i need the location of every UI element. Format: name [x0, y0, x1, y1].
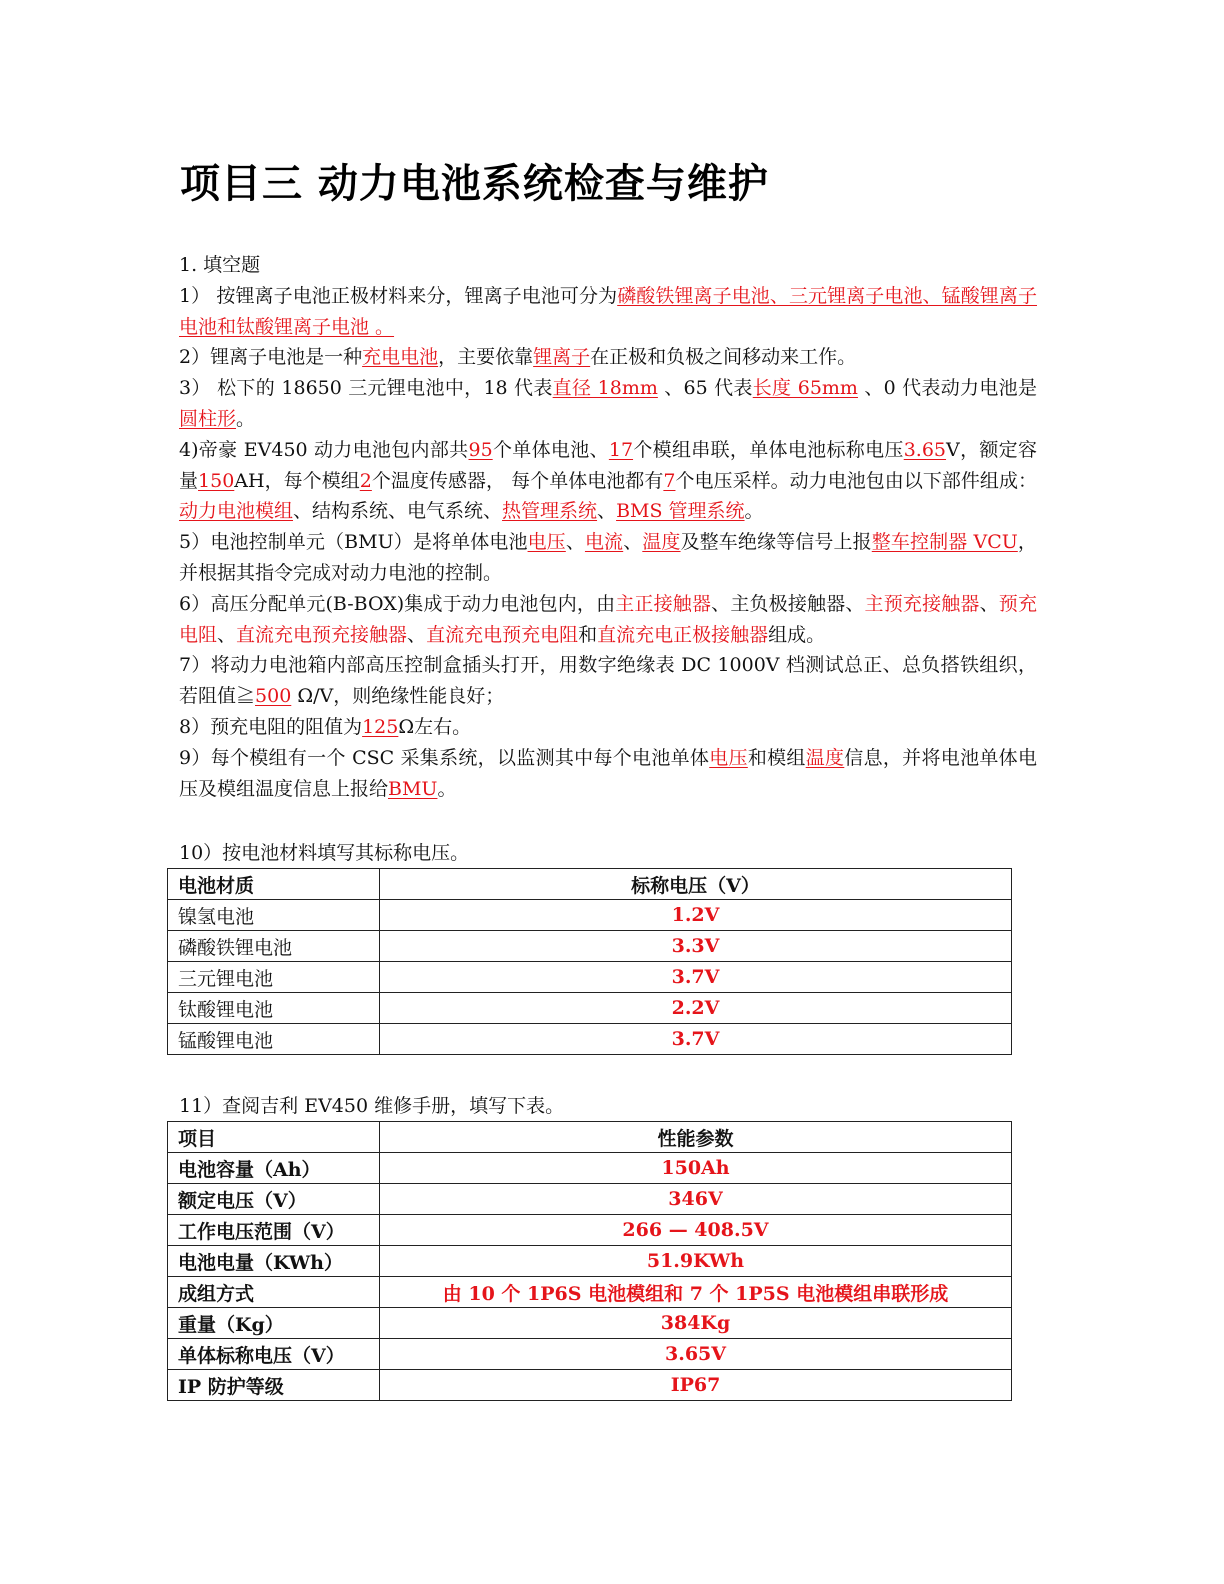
question-body: [179, 250, 1037, 804]
q5-answer-2: 电流: [584, 531, 624, 554]
q6-answer-6: 直流充电正极接触器: [597, 623, 769, 646]
question-2: [179, 342, 1037, 373]
material-cell: 锰酸锂电池: [168, 1024, 380, 1055]
q7-answer: 500: [255, 685, 292, 708]
question-3: [179, 373, 1037, 435]
value-cell: 346V: [380, 1184, 1012, 1215]
q2-answer-1: 充电电池: [362, 346, 439, 369]
value-cell: IP67: [380, 1370, 1012, 1401]
material-cell: 钛酸锂电池: [168, 993, 380, 1024]
column-header: 标称电压（V）: [380, 869, 1012, 900]
column-header: 项目: [168, 1122, 380, 1153]
q4-text-8: 、: [597, 500, 617, 523]
q3-text-end: 。: [236, 407, 256, 430]
q5-text-2: 、: [623, 531, 643, 554]
q4-answer-2: 17: [608, 438, 634, 461]
q6-text-5: 和: [578, 623, 598, 646]
voltage-table: [167, 868, 1012, 1055]
question-5: [179, 527, 1037, 589]
item-cell: IP 防护等级: [168, 1370, 380, 1401]
q4-answer-6: 7: [663, 469, 676, 492]
q3-answer-1: 直径 18mm: [552, 377, 658, 400]
value-cell: 51.9KWh: [380, 1246, 1012, 1277]
q9-answer-3: BMU: [388, 777, 438, 800]
table-row: [168, 1370, 1012, 1401]
item-cell: 重量（Kg）: [168, 1308, 380, 1339]
voltage-cell: 1.2V: [380, 900, 1012, 931]
page-title: 项目三 动力电池系统检查与维护: [180, 161, 769, 207]
value-cell: 由 10 个 1P6S 电池模组和 7 个 1P5S 电池模组串联形成: [380, 1277, 1012, 1308]
item-cell: 电池容量（Ah）: [168, 1153, 380, 1184]
value-cell: 384Kg: [380, 1308, 1012, 1339]
item-cell: 电池电量（KWh）: [168, 1246, 380, 1277]
table-row: [168, 1246, 1012, 1277]
q9-text-mid: 和模组: [747, 746, 806, 769]
q2-text-end: 在正极和负极之间移动来工作。: [590, 346, 857, 369]
q7-text: 7）将动力电池箱内部高压控制盒插头打开，用数字绝缘表 DC 1000V 档测试总正、总负搭铁组织，若阻值≧: [179, 654, 1037, 708]
table-row: [168, 1339, 1012, 1370]
q8-text-end: Ω左右。: [398, 715, 472, 738]
q9-text-2: 信息，并将电池单体电压及模组温度信息上报给: [179, 746, 1037, 800]
q6-answer-5: 直流充电预充电阻: [426, 623, 579, 646]
question-7: [179, 650, 1037, 712]
q9-text: 9）每个模组有一个 CSC 采集系统，以监测其中每个电池单体: [179, 746, 710, 769]
q3-answer-2: 长度 65mm: [752, 377, 858, 400]
table-row: [168, 931, 1012, 962]
q3-text-mid-1: 、65 代表: [657, 377, 753, 400]
q5-text-end: ，并根据其指令完成对动力电池的控制。: [179, 531, 1037, 584]
q6-text: 6）高压分配单元(B-BOX)集成于动力电池包内，由: [179, 592, 616, 615]
q1-text: 1） 按锂离子电池正极材料来分，锂离子电池可分为: [179, 284, 618, 307]
material-cell: 磷酸铁锂电池: [168, 931, 380, 962]
q6-text-4: 、: [407, 623, 427, 646]
question-8: [179, 712, 1037, 743]
table-1-caption: 10）按电池材料填写其标称电压。: [179, 842, 470, 864]
table-row: [168, 962, 1012, 993]
q5-answer-1: 电压: [527, 531, 566, 554]
table-row: [168, 1308, 1012, 1339]
q7-text-end: Ω/V，则绝缘性能良好；: [291, 685, 505, 708]
q3-answer-3: 圆柱形: [179, 407, 237, 430]
table-row: [168, 1277, 1012, 1308]
q3-text: 3） 松下的 18650 三元锂电池中，18 代表: [179, 377, 553, 400]
q4-answer-4: 150: [198, 469, 235, 492]
value-cell: 3.65V: [380, 1339, 1012, 1370]
item-cell: 额定电压（V）: [168, 1184, 380, 1215]
table-header-row: [168, 1122, 1012, 1153]
q5-answer-4: 整车控制器 VCU: [871, 531, 1018, 554]
q6-text-3: 、: [217, 623, 237, 646]
material-cell: 三元锂电池: [168, 962, 380, 993]
q6-answer-4: 直流充电预充接触器: [236, 623, 408, 646]
q4-text-4: AH，每个模组: [234, 469, 360, 492]
table-header-row: [168, 869, 1012, 900]
material-cell: 镍氢电池: [168, 900, 380, 931]
value-cell: 266 — 408.5V: [380, 1215, 1012, 1246]
table-row: [168, 1024, 1012, 1055]
value-cell: 150Ah: [380, 1153, 1012, 1184]
q5-text-1: 、: [565, 531, 585, 554]
question-9: [179, 743, 1037, 805]
q6-answer-1: 主正接触器: [615, 592, 712, 615]
item-cell: 成组方式: [168, 1277, 380, 1308]
question-6: [179, 589, 1037, 651]
question-1: [179, 281, 1037, 343]
q9-answer-2: 温度: [805, 746, 845, 769]
q6-answer-2: 主预充接触器: [864, 592, 980, 615]
table-row: [168, 1184, 1012, 1215]
q4-answer-8: 热管理系统: [502, 500, 598, 523]
q4-text-6: 个电压采样。动力电池包由以下部件组成：: [675, 469, 1037, 492]
q5-answer-3: 温度: [642, 531, 681, 554]
q6-answer-3: 预充电阻: [179, 592, 1037, 646]
q2-text-mid: ，主要依靠: [438, 346, 534, 369]
q6-text-1: 、主负极接触器、: [711, 592, 865, 615]
q9-text-end: 。: [437, 777, 457, 800]
q4-text-5: 个温度传感器， 每个单体电池都有: [371, 469, 664, 492]
q3-text-mid-2: 、0 代表动力电池是: [857, 377, 1038, 400]
q4-answer-1: 95: [468, 438, 493, 461]
voltage-cell: 3.3V: [380, 931, 1012, 962]
table-2-caption: 11）查阅吉利 EV450 维修手册，填写下表。: [179, 1095, 565, 1117]
q6-text-2: 、: [979, 592, 999, 615]
q8-answer: 125: [362, 715, 399, 738]
q4-text-3: V，额定容量: [179, 438, 1037, 492]
item-cell: 单体标称电压（V）: [168, 1339, 380, 1370]
q6-text-end: 组成。: [768, 623, 826, 646]
table-row: [168, 993, 1012, 1024]
voltage-cell: 2.2V: [380, 993, 1012, 1024]
q5-text-3: 及整车绝缘等信号上报: [680, 531, 872, 554]
q4-text-7: 、结构系统、电气系统、: [293, 500, 503, 523]
q5-text: 5）电池控制单元（BMU）是将单体电池: [179, 531, 528, 554]
section-heading: 1. 填空题: [179, 254, 261, 276]
item-cell: 工作电压范围（V）: [168, 1215, 380, 1246]
question-4: [179, 435, 1037, 527]
table-row: [168, 1153, 1012, 1184]
battery-spec-table: [167, 1121, 1012, 1401]
column-header: 性能参数: [380, 1122, 1012, 1153]
q4-answer-5: 2: [359, 469, 372, 492]
q4-text: 4)帝豪 EV450 动力电池包内部共: [179, 438, 469, 461]
q2-text: 2）锂离子电池是一种: [179, 346, 363, 369]
column-header: 电池材质: [168, 869, 380, 900]
table-row: [168, 1215, 1012, 1246]
voltage-cell: 3.7V: [380, 1024, 1012, 1055]
q4-text-1: 个单体电池、: [492, 438, 609, 461]
q9-answer-1: 电压: [709, 746, 748, 769]
q2-answer-2: 锂离子: [533, 346, 591, 369]
table-row: [168, 900, 1012, 931]
q4-text-end: 。: [744, 500, 764, 523]
voltage-cell: 3.7V: [380, 962, 1012, 993]
q4-answer-3: 3.65: [903, 438, 947, 461]
q4-text-2: 个模组串联，单体电池标称电压: [633, 438, 904, 461]
q4-answer-9: BMS 管理系统: [616, 500, 745, 523]
q1-answer: 磷酸铁锂离子电池、三元锂离子电池、锰酸锂离子电池和钛酸锂离子电池 。: [179, 284, 1037, 338]
q8-text: 8）预充电阻的阻值为: [179, 715, 363, 738]
q4-answer-7: 动力电池模组: [179, 500, 294, 523]
